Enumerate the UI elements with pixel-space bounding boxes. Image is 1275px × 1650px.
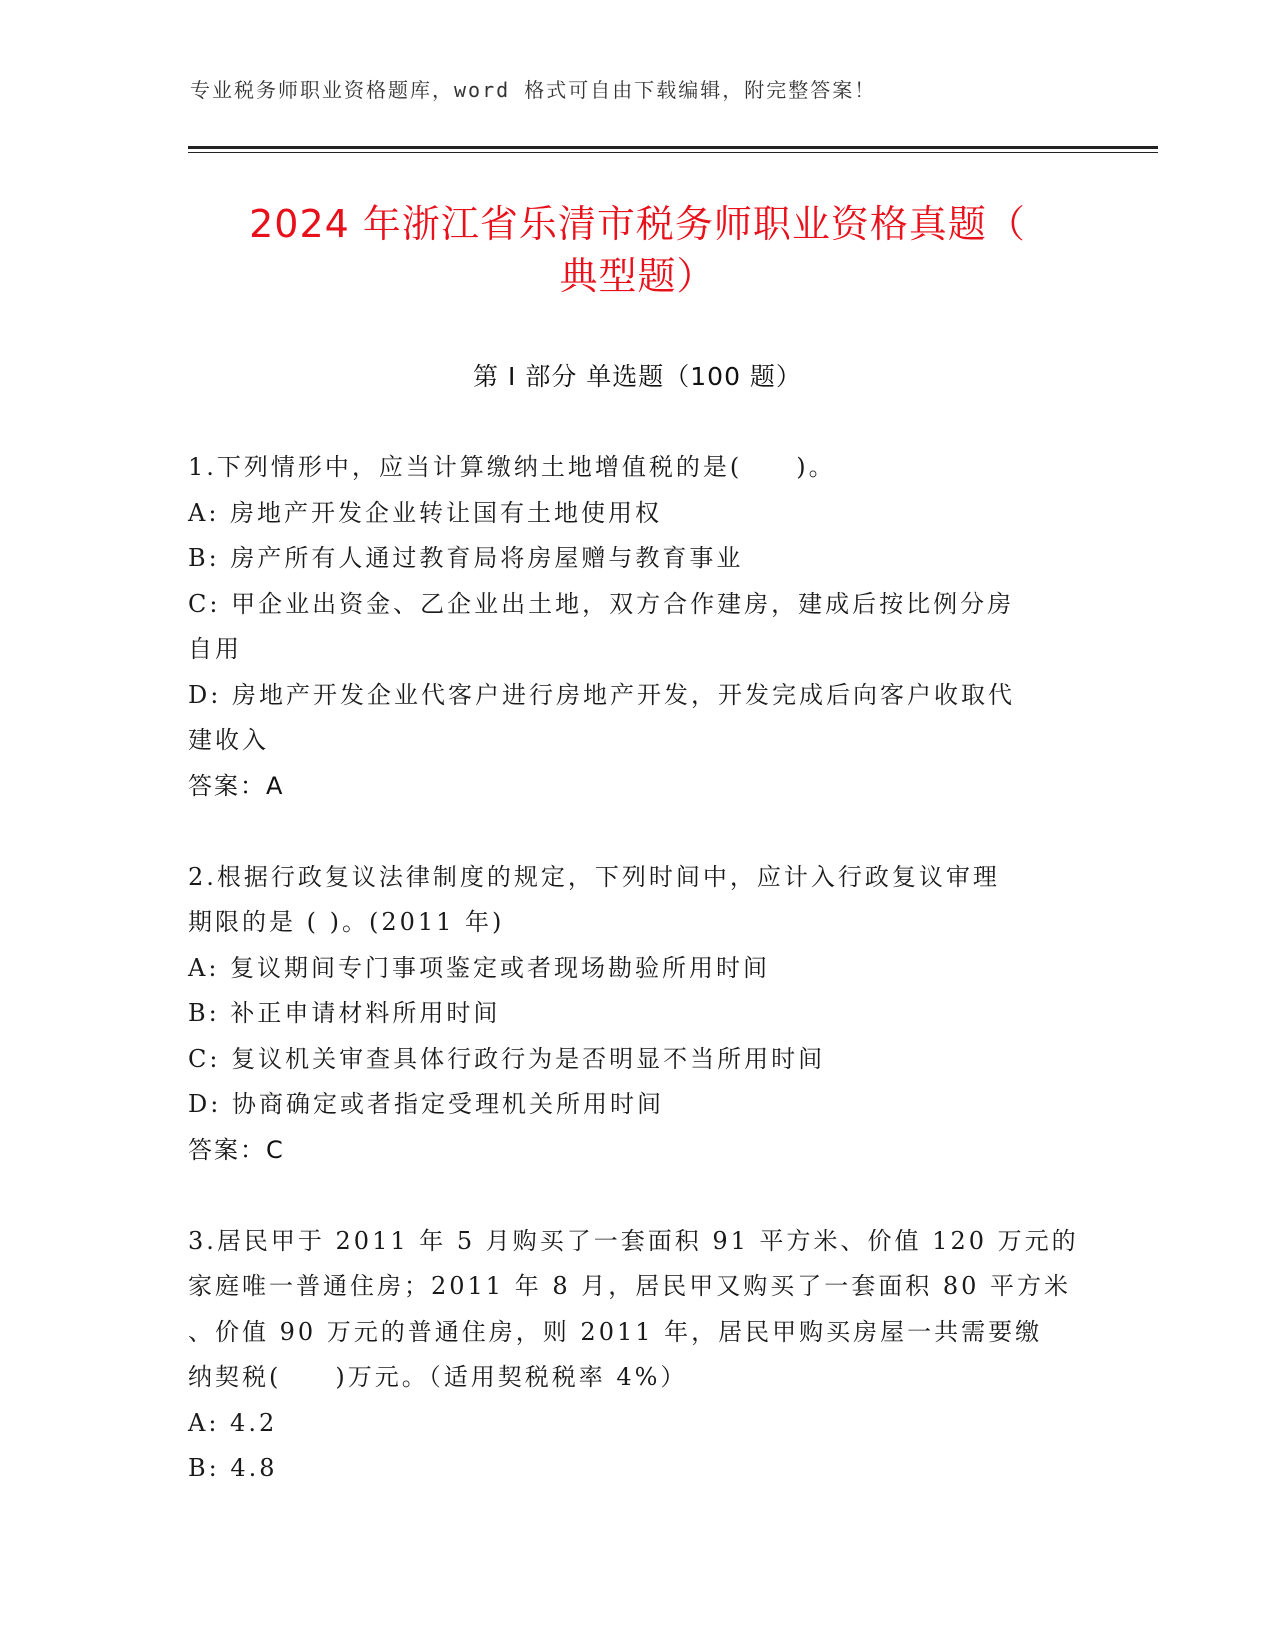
question-3 bbox=[188, 1219, 1088, 1492]
question-list bbox=[188, 445, 1088, 1492]
question-stem-line: 期限的是 ( )。(2011 年) bbox=[188, 908, 505, 936]
question-stem-line: 、价值 90 万元的普通住房，则 2011 年，居民甲购买房屋一共需要缴 bbox=[188, 1317, 1043, 1346]
title-line-1: 2024 年浙江省乐清市税务师职业资格真题（ bbox=[249, 202, 1026, 246]
option-line: 建收入 bbox=[188, 726, 269, 754]
question-stem-line: 家庭唯一普通住房；2011 年 8 月，居民甲又购买了一套面积 80 平方米 bbox=[188, 1272, 1072, 1300]
question-1 bbox=[188, 445, 1088, 809]
spacer bbox=[188, 1173, 1088, 1219]
question-stem-line: 1.下列情形中，应当计算缴纳土地增值税的是( )。 bbox=[188, 453, 836, 481]
option-line: B: 4.8 bbox=[188, 1454, 278, 1482]
option-line: 自用 bbox=[188, 635, 242, 663]
question-stem-line: 2.根据行政复议法律制度的规定，下列时间中，应计入行政复议审理 bbox=[188, 862, 1000, 891]
option-line: B: 房产所有人通过教育局将房屋赠与教育事业 bbox=[188, 544, 744, 572]
option-line: B: 补正申请材料所用时间 bbox=[188, 999, 501, 1027]
page-title bbox=[160, 198, 1115, 302]
option-line: A: 房地产开发企业转让国有土地使用权 bbox=[188, 498, 663, 527]
option-line: A: 复议期间专门事项鉴定或者现场勘验所用时间 bbox=[188, 953, 771, 982]
spacer bbox=[188, 809, 1088, 855]
option-line: C: 甲企业出资金、乙企业出土地，双方合作建房，建成后按比例分房 bbox=[188, 589, 1015, 618]
question-stem-line: 纳契税( )万元。（适用契税税率 4%） bbox=[188, 1363, 688, 1391]
question-stem-line: 3.居民甲于 2011 年 5 月购买了一套面积 91 平方米、价值 120 万元的 bbox=[188, 1226, 1079, 1255]
header-rule-thin bbox=[188, 152, 1158, 153]
option-line: D: 协商确定或者指定受理机关所用时间 bbox=[188, 1090, 664, 1118]
answer-line: 答案：A bbox=[188, 771, 285, 800]
option-line: D: 房地产开发企业代客户进行房地产开发，开发完成后向客户收取代 bbox=[188, 680, 1015, 709]
option-line: C: 复议机关审查具体行政行为是否明显不当所用时间 bbox=[188, 1044, 826, 1073]
answer-line: 答案：C bbox=[188, 1135, 285, 1164]
section-title: 第 I 部分 单选题（100 题） bbox=[473, 362, 802, 391]
option-line: A: 4.2 bbox=[188, 1408, 278, 1437]
header-rule-thick bbox=[188, 146, 1158, 149]
title-line-2: 典型题） bbox=[559, 254, 716, 298]
header-note: 专业税务师职业资格题库，word 格式可自由下载编辑，附完整答案！ bbox=[190, 78, 877, 102]
question-2 bbox=[188, 855, 1088, 1174]
